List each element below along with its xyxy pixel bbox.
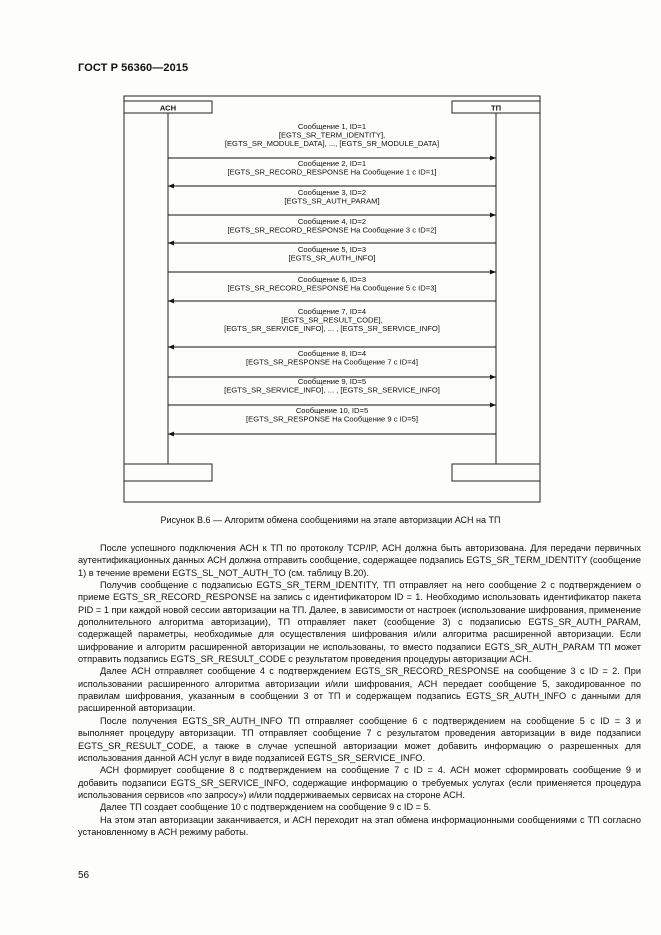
message-text: Сообщение 7, ID=4 [297, 307, 367, 316]
page-number: 56 [78, 870, 90, 881]
paragraph: Далее АСН отправляет сообщение 4 с подтверждением EGTS_SR_RECORD_RESPONSE на сообщение 3 с ID = 2. При использовании расширенного алгоритма авторизации и/или шифрования, АСН передает сообщение 5, закодированное по правилам шифрования, указанным в сообщении 3 от ТП и содержащем подзапись EGTS_SR_AUTH_INFO с данными для расширенной авторизации. [78, 666, 641, 714]
actor-footer-asn [124, 464, 212, 481]
message-text: [EGTS_SR_SERVICE_INFO], ... , [EGTS_SR_SERVICE_INFO] [224, 385, 440, 395]
paragraph: После успешного подключения АСН к ТП по протоколу TCP/IP, АСН должна быть авторизована. Для передачи первичных аутентификационных данных АСН должна отправить сообщение, содержащее подзапись EGTS_SR_TERM_IDENTITY (сообщение 1) в течение времени EGTS_SL_NOT_AUTH_TO (см. таблицу В.20). [78, 543, 641, 578]
message-text: Сообщение 5, ID=3 [297, 245, 367, 254]
message-text: [EGTS_SR_TERM_IDENTITY], [278, 130, 386, 140]
message-text: [EGTS_SR_RECORD_RESPONSE На Сообщение 3 с ID=2] [227, 225, 437, 235]
message-text: Сообщение 8, ID=4 [297, 349, 367, 358]
message-text: Сообщение 6, ID=3 [297, 275, 367, 284]
message-text: [EGTS_SR_RESPONSE На Сообщение 9 с ID=5] [246, 414, 418, 424]
message-text: Сообщение 4, ID=2 [297, 217, 367, 226]
message-text: [EGTS_SR_RECORD_RESPONSE На Сообщение 5 с ID=3] [227, 283, 437, 293]
message-text: Сообщение 1, ID=1 [297, 122, 367, 131]
paragraph: АСН формирует сообщение 8 с подтверждением на сообщение 7 с ID = 4. АСН может сформировать сообщение 9 и добавить подзаписи EGTS_SR_SERVICE_INFO, содержащие информацию о требуемых услугах (если применяется процедура использования сервисов «по запросу») и/или поддерживаемых сервисах на стороне АСН. [78, 765, 641, 800]
paragraph: На этом этап авторизации заканчивается, и АСН переходит на этап обмена информационными сообщениями с ТП согласно установленному в АСН режиму работы. [78, 814, 641, 837]
paragraph: После получения EGTS_SR_AUTH_INFO ТП отправляет сообщение 6 с подтверждением на сообщение 5 с ID = 3 и выполняет процедуру авторизации. ТП отправляет сообщение 7 с результатом проведения авторизации в виде подзаписи EGTS_SR_RESULT_CODE, а также в случае успешной авторизации может добавить информацию о разрешенных для использования данной АСН услуг в виде подзаписей EGTS_SR_SERVICE_INFO. [78, 715, 641, 763]
message-text: Сообщение 9, ID=5 [297, 377, 367, 386]
message-text: Сообщение 10, ID=5 [295, 406, 369, 415]
body-text [78, 542, 641, 838]
message-text: [EGTS_SR_MODULE_DATA], ..., [EGTS_SR_MODULE_DATA] [224, 139, 440, 149]
message-text: Сообщение 3, ID=2 [297, 188, 367, 197]
message-text: [EGTS_SR_RESPONSE На Сообщение 7 с ID=4] [246, 357, 418, 367]
message-text: Сообщение 2, ID=1 [297, 159, 367, 168]
actor-footer-tp [452, 464, 540, 481]
figure-caption: Рисунок В.6 — Алгоритм обмена сообщениями на этапе авторизации АСН на ТП [160, 515, 501, 525]
message-text: [EGTS_SR_SERVICE_INFO], ... , [EGTS_SR_SERVICE_INFO] [224, 324, 440, 334]
diagram-frame [124, 96, 540, 502]
actor-label-asn: АСН [159, 103, 177, 113]
actor-label-tp: ТП [490, 103, 502, 113]
message-text: [EGTS_SR_RECORD_RESPONSE На Сообщение 1 с ID=1] [227, 167, 437, 177]
document-header: ГОСТ Р 56360—2015 [78, 62, 189, 74]
message-text: [EGTS_SR_AUTH_PARAM] [284, 196, 380, 206]
paragraph: Далее ТП создает сообщение 10 с подтверждением на сообщение 9 с ID = 5. [100, 802, 432, 813]
message-text: [EGTS_SR_AUTH_INFO] [288, 253, 376, 263]
message-text: [EGTS_SR_RESULT_CODE], [281, 315, 383, 325]
paragraph: Получив сообщение с подзаписью EGTS_SR_TERM_IDENTITY, ТП отправляет на него сообщение 2 с подтверждением о приеме EGTS_SR_RECORD_RESPONSE на запись с идентификатором ID = 1. Необходимо использовать идентификатор пакета PID = 1 при каждой новой сессии авторизации на ТП. Далее, в зависимости от настроек (использование шифрования, применение дополнительного алгоритма авторизации), ТП отправляет пакет (сообщение 3) с подзаписью EGTS_SR_AUTH_PARAM, содержащей параметры, необходимые для осуществления шифрования и/или алгоритма расширенной авторизации. Если шифрование и алгоритм расширенной авторизации не использованы, то вместо подзаписи EGTS_SR_AUTH_PARAM ТП может отправить подзапись EGTS_SR_RESULT_CODE с результатом проведения процедуры авторизации АСН. [78, 580, 641, 665]
